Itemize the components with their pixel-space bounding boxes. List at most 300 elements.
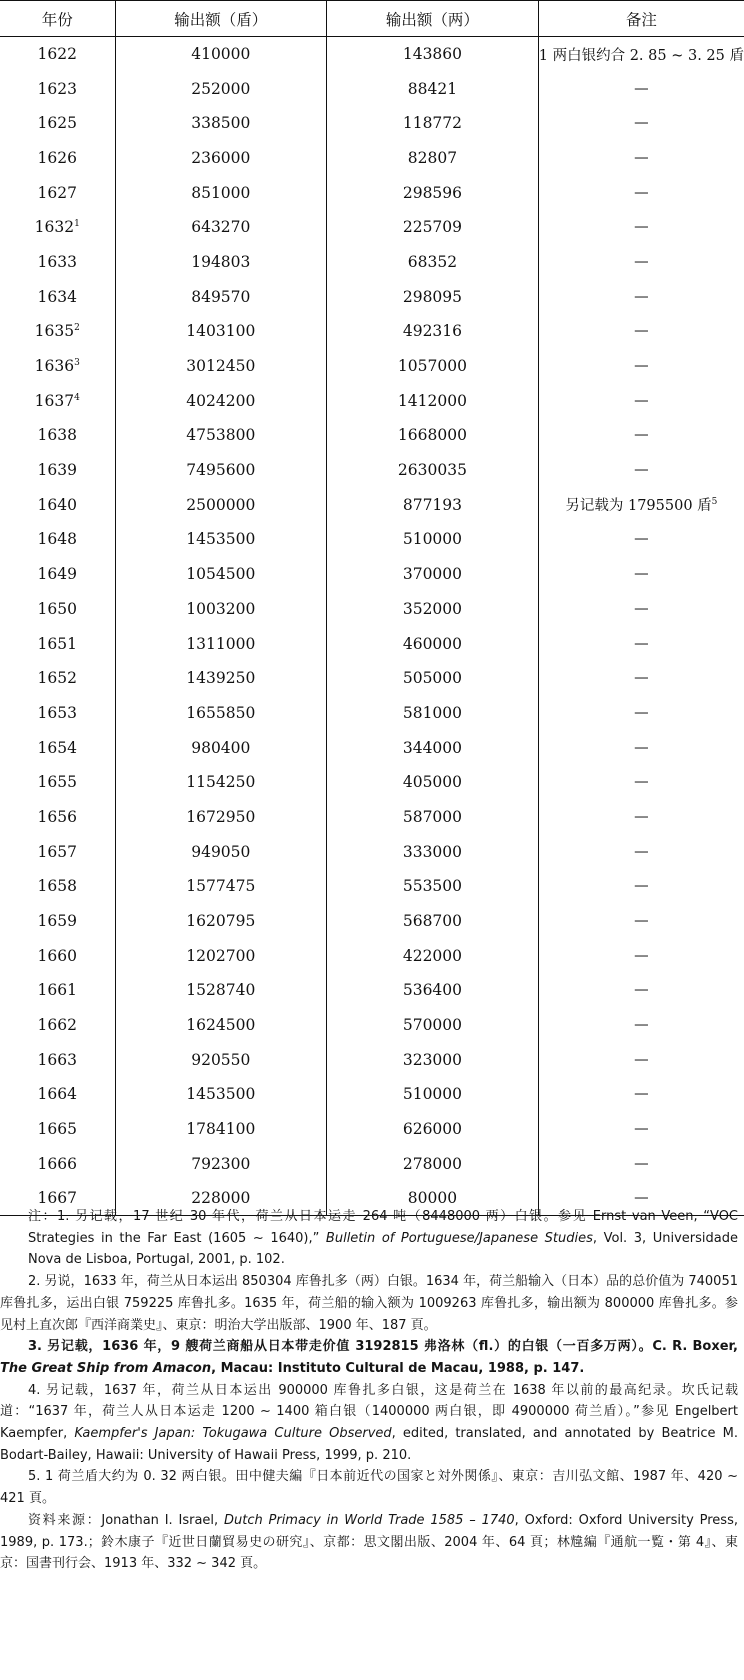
cell-remark: [538, 1147, 744, 1182]
cell-year-text: 1659: [37, 912, 77, 931]
cell-remark-text: —: [634, 774, 649, 791]
cell-remark-text: 1 两白银约合 2. 85 ~ 3. 25 盾: [538, 47, 744, 64]
note-2: 2. 另说，1633 年，荷兰从日本运出 850304 库鲁扎多（两）白银。1634 年，荷兰船输入（日本）品的总价值为 740051 库鲁扎多，运出白银 759225 库鲁扎多。1635 年，荷兰船的输入额为 1009263 库鲁扎多，输出额为 800000 库鲁扎多。参见村上直次郎『西洋商業史』、東京：明治大学出版部、1900 年、187 頁。: [0, 1274, 738, 1333]
cell-remark: [538, 314, 744, 349]
cell-export-guilders: [115, 834, 327, 869]
cell-export-guilders-text: 1453500: [186, 1085, 256, 1104]
table-row: [0, 487, 744, 522]
cell-remark: [538, 904, 744, 939]
cell-year: [0, 557, 115, 592]
cell-export-taels: [327, 1042, 539, 1077]
cell-year: [0, 279, 115, 314]
cell-export-guilders-text: 410000: [191, 45, 251, 64]
table-row: [0, 557, 744, 592]
cell-remark: [538, 938, 744, 973]
cell-export-guilders: [115, 730, 327, 765]
cell-year-text: 1658: [37, 877, 77, 896]
cell-export-taels-text: 1668000: [397, 426, 467, 445]
cell-year: [0, 869, 115, 904]
cell-export-guilders: [115, 765, 327, 800]
note-1-text: 注：1. 另记载，17 世纪 30 年代，荷兰从日本运走 264 吨（8448000 两）白银。参见 Ernst van Veen, “VOC Strategies in the Far East (1605 ~ 1640),”: [28, 1209, 738, 1246]
cell-export-guilders-text: 1620795: [186, 912, 256, 931]
table-row: [0, 106, 744, 141]
cell-export-taels-text: 505000: [402, 669, 463, 688]
cell-year: [0, 730, 115, 765]
cell-export-guilders: [115, 106, 327, 141]
source-note: [0, 1510, 744, 1575]
cell-export-taels: [327, 592, 539, 627]
table-row: [0, 349, 744, 384]
cell-export-taels-text: 88421: [407, 79, 458, 98]
cell-export-taels-text: 510000: [402, 530, 463, 549]
cell-year: [0, 349, 115, 384]
table-row: [0, 453, 744, 488]
note-4-text: 4. 另记载，1637 年，荷兰从日本运出 900000 库鲁扎多白银，这是荷兰在 1638 年以前的最高纪录。坎氏记载道：“1637 年，荷兰人从日本运走 1200 ~ 1400 箱白银（1400000 两白银，即 4900000 荷兰盾）。”参见 Engelbert Kaempfer,: [0, 1382, 738, 1442]
cell-export-guilders-text: 338500: [191, 114, 251, 133]
cell-year: [0, 696, 115, 731]
cell-export-guilders: [115, 245, 327, 280]
cell-export-guilders-text: 980400: [191, 738, 251, 757]
cell-remark-text: —: [634, 1086, 649, 1103]
cell-export-taels: [327, 522, 539, 557]
cell-year: [0, 1008, 115, 1043]
cell-export-guilders: [115, 973, 327, 1008]
table-row: [0, 834, 744, 869]
note-1-citation: , Vol. 3, Universidade Nova de Lisboa, Portugal, 2001, p. 102.: [28, 1230, 738, 1268]
header-remarks: 备注: [538, 1, 744, 37]
cell-year-text: 1655: [37, 773, 77, 792]
table-header: [0, 1, 744, 37]
cell-year-text: 1663: [37, 1050, 77, 1069]
cell-export-taels: [327, 245, 539, 280]
cell-year-text: 1634: [37, 287, 77, 306]
cell-remark: [538, 730, 744, 765]
cell-remark: [538, 661, 744, 696]
cell-year: [0, 383, 115, 418]
cell-export-taels-text: 568700: [402, 912, 463, 931]
cell-remark-text: —: [634, 982, 649, 999]
cell-remark: [538, 418, 744, 453]
cell-export-taels: [327, 383, 539, 418]
cell-export-guilders-text: 949050: [191, 842, 251, 861]
cell-year-text: 1667: [37, 1189, 77, 1208]
cell-export-guilders: [115, 661, 327, 696]
cell-export-guilders-text: 849570: [191, 287, 251, 306]
note-3-citation: , Macau: Instituto Cultural de Macau, 1988, p. 147.: [211, 1360, 585, 1376]
cell-remark: [538, 800, 744, 835]
cell-year: [0, 904, 115, 939]
cell-remark-text: —: [634, 462, 649, 479]
cell-year: [0, 487, 115, 522]
table-row: [0, 210, 744, 245]
header-row: [0, 1, 744, 37]
cell-export-taels-text: 510000: [402, 1085, 463, 1104]
cell-year: [0, 626, 115, 661]
cell-export-taels-text: 225709: [402, 218, 463, 237]
cell-remark: [538, 175, 744, 210]
table-row: [0, 1147, 744, 1182]
note-3: [0, 1336, 744, 1379]
cell-remark-text: —: [634, 288, 649, 305]
cell-export-guilders: [115, 1077, 327, 1112]
cell-remark-text: —: [634, 843, 649, 860]
cell-export-taels: [327, 453, 539, 488]
cell-export-guilders: [115, 175, 327, 210]
cell-remark: [538, 383, 744, 418]
cell-export-guilders: [115, 626, 327, 661]
cell-export-taels-text: 553500: [402, 877, 463, 896]
table-row: [0, 279, 744, 314]
cell-export-guilders-text: 252000: [191, 79, 251, 98]
table-row: [0, 730, 744, 765]
table-row: [0, 71, 744, 106]
cell-export-guilders-text: 1154250: [186, 773, 256, 792]
cell-remark: [538, 557, 744, 592]
table-row: [0, 904, 744, 939]
cell-export-taels-text: 82807: [407, 148, 458, 167]
note-4-book: Kaempfer's Japan: Tokugawa Culture Observed: [74, 1426, 392, 1442]
cell-export-guilders: [115, 279, 327, 314]
cell-export-guilders: [115, 349, 327, 384]
table-row: [0, 869, 744, 904]
source-book: Dutch Primacy in World Trade 1585 – 1740: [223, 1512, 515, 1528]
cell-export-guilders-text: 1672950: [186, 807, 256, 826]
cell-export-guilders: [115, 383, 327, 418]
cell-year: [0, 938, 115, 973]
cell-export-guilders-text: 1577475: [186, 877, 256, 896]
cell-export-guilders: [115, 557, 327, 592]
table-row: [0, 245, 744, 280]
year-footnote-marker: 4: [74, 392, 80, 403]
cell-export-taels-text: 581000: [402, 703, 463, 722]
cell-year-text: 1664: [37, 1085, 77, 1104]
cell-year-text: 1665: [37, 1120, 77, 1139]
cell-export-taels: [327, 210, 539, 245]
cell-export-guilders: [115, 800, 327, 835]
table-row: [0, 1042, 744, 1077]
cell-export-guilders: [115, 71, 327, 106]
cell-year-text: 1661: [37, 981, 77, 1000]
cell-export-taels-text: 405000: [402, 773, 463, 792]
cell-year-text: 1638: [37, 426, 77, 445]
table-row: [0, 696, 744, 731]
cell-export-guilders-text: 1003200: [186, 599, 256, 618]
notes-section: [0, 1206, 744, 1575]
cell-remark: [538, 1042, 744, 1077]
cell-year-text: 1636: [34, 357, 75, 376]
cell-remark-text: —: [634, 219, 649, 236]
cell-export-taels: [327, 141, 539, 176]
note-4-citation: , edited, translated, and annotated by Beatrice M. Bodart-Bailey, Hawaii: University of Hawaii Press, 1999, p. 210.: [0, 1426, 738, 1463]
cell-export-guilders: [115, 314, 327, 349]
cell-year-text: 1654: [37, 738, 77, 757]
cell-year: [0, 522, 115, 557]
header-export-guilders: 输出额（盾）: [115, 1, 327, 37]
cell-export-guilders-text: 1403100: [186, 322, 256, 341]
cell-export-taels: [327, 418, 539, 453]
cell-remark-text: —: [634, 1017, 649, 1034]
cell-year-text: 1633: [37, 252, 77, 271]
cell-remark: [538, 1008, 744, 1043]
cell-export-guilders-text: 643270: [191, 218, 251, 237]
note-5: 5. 1 荷兰盾大约为 0. 32 两白银。田中健夫編『日本前近代の国家と対外関係』、東京：吉川弘文館、1987 年、420 ~ 421 頁。: [0, 1469, 738, 1507]
cell-export-taels: [327, 314, 539, 349]
cell-year-text: 1666: [37, 1154, 77, 1173]
cell-export-taels-text: 1057000: [397, 357, 467, 376]
cell-year-text: 1648: [37, 530, 77, 549]
cell-year-text: 1660: [37, 946, 77, 965]
cell-export-guilders-text: 236000: [191, 148, 251, 167]
cell-remark-text: —: [634, 323, 649, 340]
cell-export-taels-text: 118772: [402, 114, 463, 133]
cell-remark: [538, 141, 744, 176]
cell-export-taels-text: 298596: [402, 183, 463, 202]
cell-export-guilders: [115, 592, 327, 627]
cell-remark: [538, 1077, 744, 1112]
cell-export-taels-text: 298095: [402, 287, 463, 306]
cell-year-text: 1635: [34, 322, 75, 341]
note-3-text: 3. 另记载，1636 年，9 艘荷兰商船从日本带走价值 3192815 弗洛林（fl.）的白银（一百多万两）。C. R. Boxer,: [28, 1339, 738, 1355]
cell-export-guilders-text: 920550: [191, 1050, 251, 1069]
cell-export-taels: [327, 730, 539, 765]
cell-export-guilders: [115, 1112, 327, 1147]
cell-year: [0, 973, 115, 1008]
cell-remark: [538, 696, 744, 731]
cell-remark: [538, 869, 744, 904]
cell-remark-text: —: [634, 115, 649, 132]
cell-year-text: 1651: [37, 634, 77, 653]
cell-remark-text: —: [634, 704, 649, 721]
cell-export-taels-text: 370000: [402, 565, 463, 584]
cell-remark-text: —: [634, 566, 649, 583]
cell-year-text: 1662: [37, 1016, 77, 1035]
cell-year-text: 1652: [37, 669, 77, 688]
cell-export-taels-text: 352000: [402, 599, 463, 618]
cell-export-guilders: [115, 522, 327, 557]
cell-export-guilders-text: 1311000: [186, 634, 256, 653]
cell-year: [0, 661, 115, 696]
cell-export-guilders-text: 792300: [191, 1154, 251, 1173]
cell-year-text: 1650: [37, 599, 77, 618]
cell-remark: [538, 765, 744, 800]
table-row: [0, 383, 744, 418]
cell-export-taels-text: 80000: [407, 1189, 458, 1208]
remark-footnote-marker: 5: [711, 497, 718, 508]
cell-year-text: 1653: [37, 703, 77, 722]
cell-export-guilders-text: 1054500: [186, 565, 256, 584]
cell-year: [0, 1077, 115, 1112]
table-row: [0, 800, 744, 835]
cell-export-taels: [327, 696, 539, 731]
cell-export-guilders-text: 4024200: [186, 391, 256, 410]
cell-remark-text: —: [634, 1051, 649, 1068]
cell-year-text: 1625: [37, 114, 77, 133]
cell-year-text: 1657: [37, 842, 77, 861]
cell-export-taels: [327, 1112, 539, 1147]
header-export-taels: 输出额（两）: [327, 1, 539, 37]
cell-export-guilders-text: 7495600: [186, 461, 256, 480]
cell-year-text: 1640: [37, 495, 77, 514]
table-row: [0, 175, 744, 210]
cell-export-guilders: [115, 1147, 327, 1182]
cell-year: [0, 418, 115, 453]
cell-remark-text: —: [634, 670, 649, 687]
cell-remark-text: —: [634, 600, 649, 617]
cell-export-taels: [327, 904, 539, 939]
cell-export-taels: [327, 71, 539, 106]
cell-year-text: 1622: [37, 45, 77, 64]
cell-year: [0, 210, 115, 245]
cell-remark: [538, 349, 744, 384]
cell-export-taels: [327, 869, 539, 904]
table-row: [0, 1112, 744, 1147]
cell-year: [0, 141, 115, 176]
cell-export-taels-text: 333000: [402, 842, 463, 861]
source-citation: , Oxford: Oxford University Press, 1989, p. 173.；鈴木康子『近世日蘭貿易史の研究』、京都：思文閣出版、2004 年、64 頁；林韑編『通航一覧・第 4』、東京：国書刊行会、1913 年、332 ~ 342 頁。: [0, 1512, 738, 1572]
cell-export-guilders: [115, 210, 327, 245]
cell-year: [0, 1147, 115, 1182]
cell-remark-text: —: [634, 184, 649, 201]
cell-remark: [538, 279, 744, 314]
table-row: [0, 938, 744, 973]
cell-export-taels-text: 1412000: [397, 391, 467, 410]
cell-remark: [538, 487, 744, 522]
table-row: [0, 141, 744, 176]
cell-export-guilders-text: 1624500: [186, 1016, 256, 1035]
cell-export-guilders-text: 2500000: [186, 495, 256, 514]
cell-export-guilders-text: 1528740: [186, 981, 256, 1000]
cell-remark-text: —: [634, 80, 649, 97]
cell-remark: [538, 106, 744, 141]
cell-export-guilders-text: 1453500: [186, 530, 256, 549]
cell-export-taels-text: 570000: [402, 1016, 463, 1035]
cell-remark-text: —: [634, 808, 649, 825]
cell-export-guilders: [115, 1042, 327, 1077]
cell-year-text: 1626: [37, 148, 77, 167]
cell-export-guilders: [115, 869, 327, 904]
table-row: [0, 626, 744, 661]
cell-export-taels-text: 877193: [402, 495, 463, 514]
cell-remark: [538, 626, 744, 661]
cell-year: [0, 245, 115, 280]
cell-year-text: 1649: [37, 565, 77, 584]
cell-export-taels-text: 422000: [402, 946, 463, 965]
cell-year: [0, 1042, 115, 1077]
cell-remark-text: —: [634, 1121, 649, 1138]
cell-year: [0, 314, 115, 349]
cell-remark: [538, 592, 744, 627]
cell-year: [0, 37, 115, 72]
cell-export-taels: [327, 1008, 539, 1043]
cell-remark-text: —: [634, 392, 649, 409]
cell-export-taels: [327, 349, 539, 384]
cell-export-taels: [327, 487, 539, 522]
cell-remark-text: —: [634, 358, 649, 375]
cell-remark: [538, 210, 744, 245]
cell-remark: [538, 834, 744, 869]
cell-export-taels-text: 68352: [407, 252, 458, 271]
year-footnote-marker: 2: [74, 323, 80, 334]
table-row: [0, 314, 744, 349]
cell-export-taels: [327, 661, 539, 696]
table-row: [0, 1077, 744, 1112]
cell-export-taels: [327, 175, 539, 210]
cell-export-guilders: [115, 141, 327, 176]
cell-remark: [538, 245, 744, 280]
note-1-journal: Bulletin of Portuguese/Japanese Studies: [325, 1230, 593, 1246]
cell-year: [0, 1112, 115, 1147]
cell-export-taels: [327, 279, 539, 314]
cell-year-text: 1637: [34, 391, 75, 410]
cell-year: [0, 106, 115, 141]
cell-year-text: 1627: [37, 183, 77, 202]
cell-export-taels: [327, 834, 539, 869]
cell-export-taels: [327, 1147, 539, 1182]
cell-export-taels: [327, 106, 539, 141]
cell-export-guilders: [115, 37, 327, 72]
cell-year: [0, 71, 115, 106]
cell-remark: [538, 1112, 744, 1147]
table-row: [0, 522, 744, 557]
table-row: [0, 973, 744, 1008]
cell-remark-text: —: [634, 947, 649, 964]
table-body: [0, 37, 744, 1216]
cell-year: [0, 800, 115, 835]
cell-remark-text: —: [634, 149, 649, 166]
cell-remark-text: —: [634, 913, 649, 930]
table-row: [0, 765, 744, 800]
cell-year: [0, 175, 115, 210]
cell-export-taels: [327, 1077, 539, 1112]
cell-export-taels-text: 278000: [402, 1154, 463, 1173]
cell-remark: [538, 453, 744, 488]
cell-export-taels: [327, 626, 539, 661]
cell-export-guilders-text: 1655850: [186, 703, 256, 722]
cell-export-taels-text: 626000: [402, 1120, 463, 1139]
cell-export-taels: [327, 557, 539, 592]
cell-export-guilders-text: 228000: [191, 1189, 251, 1208]
table-row: [0, 661, 744, 696]
cell-export-taels: [327, 973, 539, 1008]
cell-remark-text: —: [634, 531, 649, 548]
note-4: [0, 1380, 744, 1467]
cell-export-guilders: [115, 1008, 327, 1043]
table-row: [0, 418, 744, 453]
cell-remark-text: —: [634, 739, 649, 756]
cell-remark: [538, 973, 744, 1008]
cell-export-taels-text: 587000: [402, 807, 463, 826]
table-row: [0, 1008, 744, 1043]
cell-remark-text: —: [634, 1155, 649, 1172]
cell-remark: [538, 522, 744, 557]
cell-export-guilders-text: 851000: [191, 183, 251, 202]
cell-remark-text: 另记载为 1795500 盾: [565, 498, 712, 515]
cell-export-taels: [327, 765, 539, 800]
cell-export-guilders: [115, 487, 327, 522]
cell-year-text: 1632: [34, 218, 75, 237]
cell-export-guilders: [115, 904, 327, 939]
cell-export-guilders: [115, 696, 327, 731]
cell-export-taels: [327, 938, 539, 973]
cell-year-text: 1656: [37, 807, 77, 826]
year-footnote-marker: 3: [74, 358, 80, 369]
cell-remark-text: —: [634, 878, 649, 895]
cell-year: [0, 834, 115, 869]
cell-export-guilders: [115, 418, 327, 453]
cell-export-guilders-text: 1439250: [186, 669, 256, 688]
cell-export-guilders-text: 3012450: [186, 357, 256, 376]
cell-export-guilders-text: 1784100: [186, 1120, 256, 1139]
